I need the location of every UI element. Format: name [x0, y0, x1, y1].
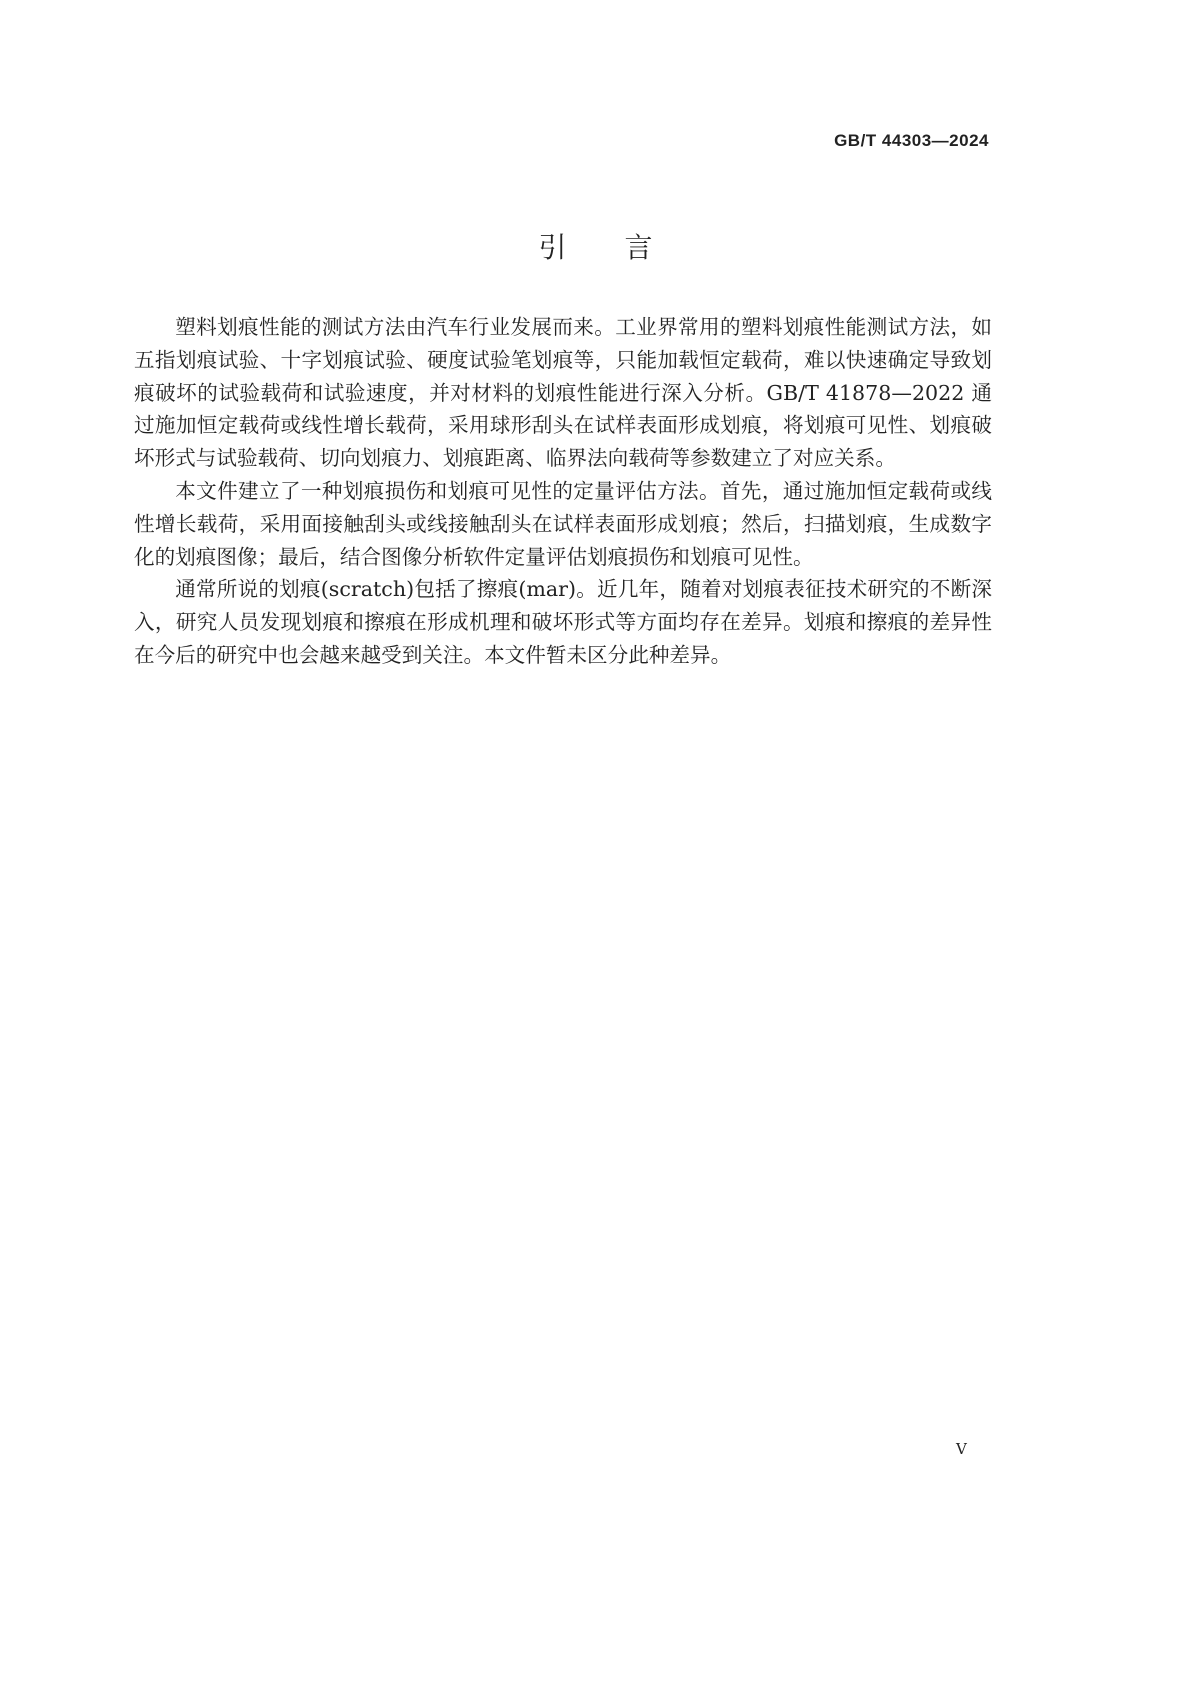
paragraph-1: 塑料划痕性能的测试方法由汽车行业发展而来。工业界常用的塑料划痕性能测试方法，如五指划痕试验、十字划痕试验、硬度试验笔划痕等，只能加载恒定载荷，难以快速确定导致划痕破坏的试验载荷和试验速度，并对材料的划痕性能进行深入分析。GB/T 41878—2022 通过施加恒定载荷或线性增长载荷，采用球形刮头在试样表面形成划痕，将划痕可见性、划痕破坏形式与试验载荷、切向划痕力、划痕距离、临界法向载荷等参数建立了对应关系。: [134, 315, 992, 471]
title-char-2: 言: [624, 231, 653, 264]
paragraph-2: 本文件建立了一种划痕损伤和划痕可见性的定量评估方法。首先，通过施加恒定载荷或线性增长载荷，采用面接触刮头或线接触刮头在试样表面形成划痕；然后，扫描划痕，生成数字化的划痕图像；最后，结合图像分析软件定量评估划痕损伤和划痕可见性。: [134, 478, 992, 569]
paragraph-3: 通常所说的划痕(scratch)包括了擦痕(mar)。近几年，随着对划痕表征技术研究的不断深入，研究人员发现划痕和擦痕在形成机理和破坏形式等方面均存在差异。划痕和擦痕的差异性在今后的研究中也会越来越受到关注。本文件暂未区分此种差异。: [134, 577, 992, 667]
standard-number: GB/T 44303—2024: [834, 131, 989, 150]
section-title: [0, 226, 1191, 266]
title-char-1: 引: [538, 231, 567, 264]
introduction-body: [134, 311, 992, 672]
page-number: V: [956, 1440, 967, 1458]
